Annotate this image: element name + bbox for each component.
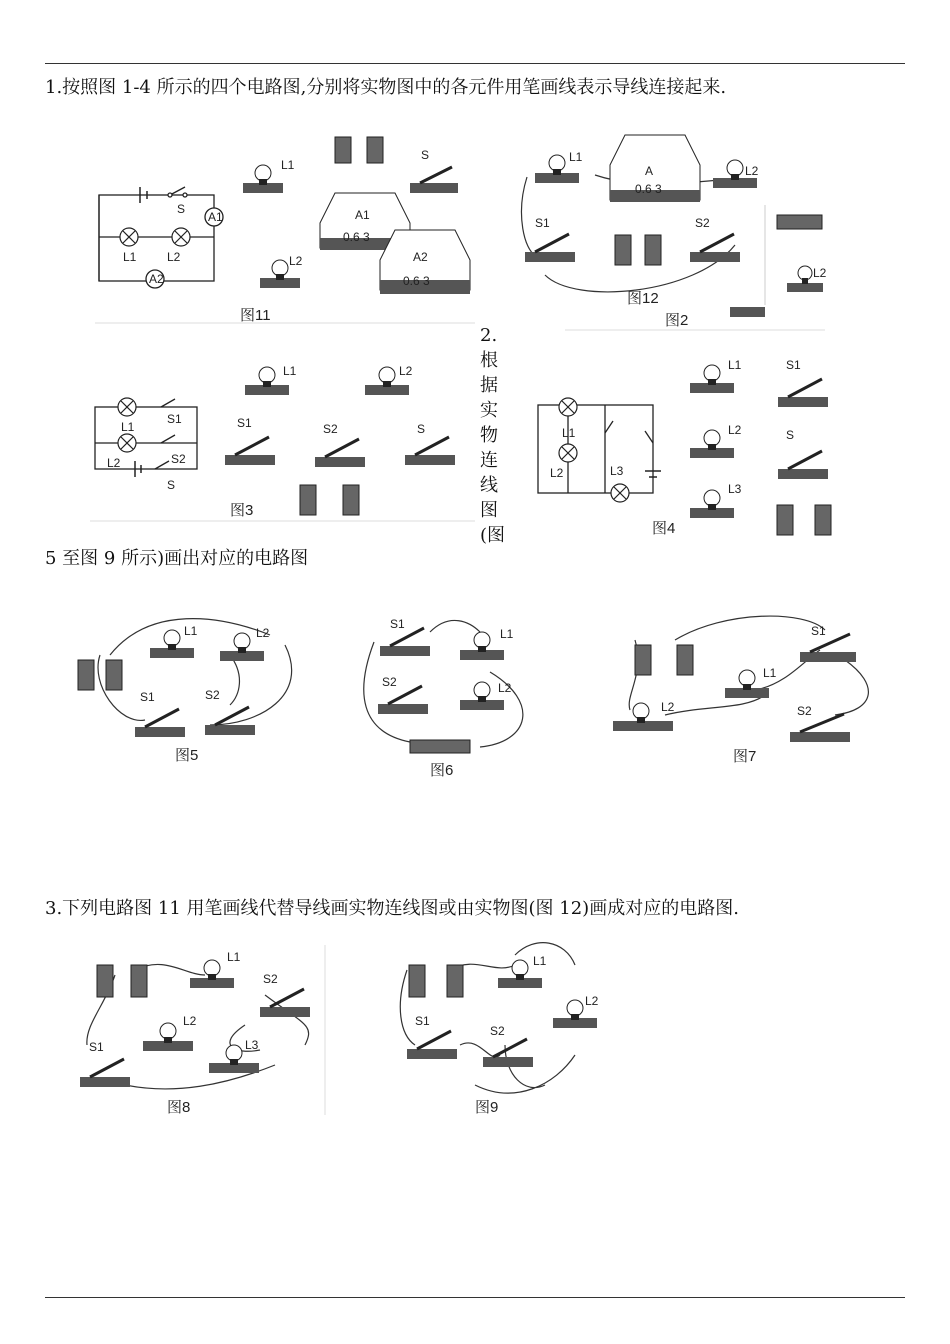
figure-caption: 图9: [475, 1099, 499, 1116]
lamp-symbol: [118, 398, 136, 416]
lamp-label: L1: [562, 426, 576, 440]
ammeter-label: A: [645, 164, 654, 178]
ammeter-scale: 0.6 3: [403, 274, 430, 288]
lamp-symbol: [120, 228, 138, 246]
switch-base: [800, 634, 856, 662]
figure-11: [85, 125, 480, 330]
lamp-label: L1: [533, 954, 547, 968]
lamp-symbol: [118, 434, 136, 452]
switch-base: [205, 707, 255, 735]
figure-caption: 图12: [627, 290, 659, 307]
figure-caption: 图6: [430, 762, 454, 779]
switch-base: [790, 714, 850, 742]
figure-caption: 图4: [652, 520, 676, 537]
lamp-label: L2: [498, 681, 512, 695]
figure-5: [70, 615, 300, 770]
switch-label: S: [167, 478, 176, 492]
switch-label: S1: [140, 690, 155, 704]
lamp-label: L2: [399, 364, 413, 378]
switch-label: S1: [89, 1040, 104, 1054]
ammeter-label: A2: [413, 250, 428, 264]
lamp-label: L3: [245, 1038, 259, 1052]
lamp-label: L1: [184, 624, 198, 638]
figure-8: [75, 945, 330, 1120]
battery-cell: [300, 485, 359, 515]
figure-caption: 图2: [665, 312, 689, 329]
switch-label: S2: [490, 1024, 505, 1038]
switch-base: [405, 437, 455, 465]
ammeter-scale: 0.6 3: [343, 230, 370, 244]
switch-label: S2: [382, 675, 397, 689]
figure-3: [85, 355, 480, 525]
lamp-label: L2: [550, 466, 564, 480]
figure-caption: 图5: [175, 747, 199, 764]
switch-label: S: [177, 202, 186, 216]
lamp-symbol: [611, 484, 629, 502]
lamp-label: L1: [283, 364, 297, 378]
switch-label: S1: [237, 416, 252, 430]
figure-7: [605, 615, 885, 765]
switch-base: [730, 307, 765, 317]
switch-label: S1: [786, 358, 801, 372]
figure-caption: 图7: [733, 748, 757, 765]
switch-label: S: [421, 148, 430, 162]
ammeter-label: A1: [355, 208, 370, 222]
lamp-label: L1: [121, 420, 135, 434]
switch-base: [778, 451, 828, 479]
lamp-label: L2: [585, 994, 599, 1008]
lamp-label: L2: [745, 164, 759, 178]
lamp-label: L2: [661, 700, 675, 714]
top-rule: [45, 63, 905, 64]
battery-cell: [78, 660, 122, 690]
switch-symbol: [605, 421, 653, 443]
switch-base: [410, 167, 458, 193]
battery-pack: [410, 740, 470, 753]
switch-label: S1: [811, 624, 826, 638]
battery-cell: [777, 505, 831, 535]
battery-pack: [777, 215, 822, 229]
lamp-label: L2: [167, 250, 181, 264]
lamp-label: L1: [227, 950, 241, 964]
figure-4: [530, 345, 850, 545]
switch-base: [80, 1059, 130, 1087]
lamp-label: L1: [569, 150, 583, 164]
switch-base: [380, 628, 430, 656]
switch-base: [315, 439, 365, 467]
lamp-label: L1: [763, 666, 777, 680]
battery-cell: [409, 965, 463, 997]
question-2-continuation: 5 至图 9 所示)画出对应的电路图: [45, 548, 309, 569]
switch-base: [483, 1039, 533, 1067]
battery-cell: [335, 137, 383, 163]
switch-label: S1: [167, 412, 182, 426]
lamp-label: L1: [281, 158, 295, 172]
lamp-symbol: [559, 444, 577, 462]
switch-label: S1: [535, 216, 550, 230]
lamp-label: L2: [813, 266, 827, 280]
switch-label: S2: [263, 972, 278, 986]
switch-base: [378, 686, 428, 714]
ammeter-label: A2: [149, 272, 164, 286]
lamp-label: L1: [500, 627, 514, 641]
lamp-label: L3: [610, 464, 624, 478]
lamp-label: L1: [728, 358, 742, 372]
lamp-label: L2: [728, 423, 742, 437]
bottom-rule: [45, 1297, 905, 1298]
switch-base: [260, 989, 310, 1017]
lamp-label: L2: [183, 1014, 197, 1028]
lamp-label: L2: [256, 626, 270, 640]
lamp-holder: [243, 165, 283, 193]
figure-2: [565, 205, 835, 335]
lamp-symbol: [559, 398, 577, 416]
ammeter-scale: 0.6 3: [635, 182, 662, 196]
lamp-symbol: [172, 228, 190, 246]
switch-label: S1: [390, 617, 405, 631]
lamp-holder: [460, 632, 504, 660]
figure-6: [360, 612, 550, 782]
question-3-text: 3.下列电路图 11 用笔画线代替导线画实物连线图或由实物图(图 12)画成对应的电路图.: [45, 898, 739, 919]
battery-cell: [97, 965, 147, 997]
switch-label: S2: [171, 452, 186, 466]
ammeter-label: A1: [208, 210, 223, 224]
switch-base: [225, 437, 275, 465]
switch-label: S1: [415, 1014, 430, 1028]
switch-base: [135, 709, 185, 737]
switch-label: S: [786, 428, 795, 442]
lamp-label: L3: [728, 482, 742, 496]
switch-label: S2: [797, 704, 812, 718]
figure-9: [395, 935, 610, 1120]
question-2-vertical-text: 2.根据实物连线图(图: [480, 325, 506, 546]
switch-base: [778, 379, 828, 407]
lamp-label: L2: [289, 254, 303, 268]
switch-label: S: [417, 422, 426, 436]
switch-label: S2: [695, 216, 710, 230]
figure-caption: 图3: [230, 502, 254, 519]
switch-label: S2: [205, 688, 220, 702]
battery-cell: [635, 645, 693, 675]
figure-caption: 图8: [167, 1099, 191, 1116]
switch-label: S2: [323, 422, 338, 436]
figure-caption: 图11: [240, 307, 271, 324]
lamp-label: L1: [123, 250, 137, 264]
question-1-text: 1.按照图 1-4 所示的四个电路图,分别将实物图中的各元件用笔画线表示导线连接起来.: [45, 77, 727, 98]
lamp-label: L2: [107, 456, 121, 470]
